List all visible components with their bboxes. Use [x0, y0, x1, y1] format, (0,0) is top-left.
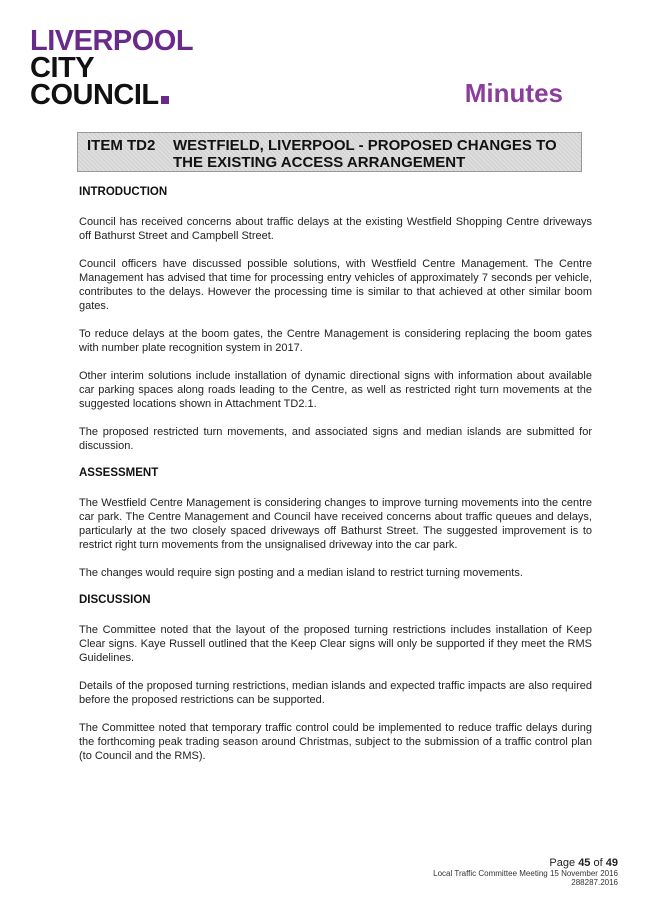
page-total: 49 — [605, 857, 618, 869]
logo-council-text: COUNCIL — [30, 79, 159, 111]
item-title: WESTFIELD, LIVERPOOL - PROPOSED CHANGES TO THE EXISTING ACCESS ARRANGEMENT — [173, 137, 557, 171]
paragraph: The Westfield Centre Management is considering changes to improve turning movements into the centre car park. The Centre Management and Council have received concerns about traffic queues and delays, particularly at the two closely spaced driveways off Bathurst Street. The suggested improvement is to restrict right turn movements from the unsignalised driveway into the car park. — [79, 497, 592, 551]
page-footer — [433, 857, 618, 887]
minutes-body — [79, 186, 592, 777]
document-reference: 288287.2016 — [571, 878, 618, 887]
logo-line-council — [30, 79, 193, 111]
paragraph: The Committee noted that temporary traffic control could be implemented to reduce traffic delays during the forthcoming peak trading season around Christmas, subject to the submission of a traffic control plan (to Council and the RMS). — [79, 722, 592, 762]
document-type-title: Minutes — [464, 78, 563, 108]
paragraph: The Committee noted that the layout of the proposed turning restrictions includes installation of Keep Clear signs. Kaye Russell outlined that the Keep Clear signs will only be supported if they meet the RMS Guidelines. — [79, 624, 592, 664]
page-of: of — [593, 857, 603, 869]
paragraph: The proposed restricted turn movements, and associated signs and median islands are submitted for discussion. — [79, 426, 592, 452]
paragraph: To reduce delays at the boom gates, the Centre Management is considering replacing the boom gates with number plate recognition system in 2017. — [79, 328, 592, 354]
paragraph: Other interim solutions include installation of dynamic directional signs with information about available car parking spaces along roads leading to the Centre, as well as restricted right turn movements at the suggested locations shown in Attachment TD2.1. — [79, 370, 592, 410]
section-heading-introduction: INTRODUCTION — [79, 186, 168, 198]
section-heading-discussion: DISCUSSION — [79, 594, 151, 606]
page-prefix: Page — [549, 857, 576, 869]
page-current: 45 — [578, 857, 591, 869]
page-number — [433, 857, 618, 869]
liverpool-city-council-logo — [30, 25, 194, 111]
logo-line-liverpool: LIVERPOOL — [30, 25, 194, 57]
paragraph: Details of the proposed turning restrictions, median islands and expected traffic impacts are also required before the proposed restrictions can be supported. — [79, 680, 592, 706]
logo-dot-icon — [161, 96, 169, 104]
logo-line-city: CITY — [30, 52, 95, 84]
item-header-box — [77, 132, 582, 172]
paragraph: Council officers have discussed possible solutions, with Westfield Centre Management. The Centre Management has advised that time for processing entry vehicles of approximately 7 seconds per vehicle, contributes to the delays. However the processing time is similar to that achieved at other similar boom gates. — [79, 258, 592, 312]
item-code: ITEM TD2 — [87, 137, 156, 154]
meeting-name: Local Traffic Committee Meeting 15 November 2016 — [433, 869, 618, 878]
paragraph: Council has received concerns about traffic delays at the existing Westfield Shopping Centre driveways off Bathurst Street and Campbell Street. — [79, 216, 592, 242]
paragraph: The changes would require sign posting and a median island to restrict turning movements. — [79, 567, 523, 579]
section-heading-assessment: ASSESSMENT — [79, 467, 159, 479]
